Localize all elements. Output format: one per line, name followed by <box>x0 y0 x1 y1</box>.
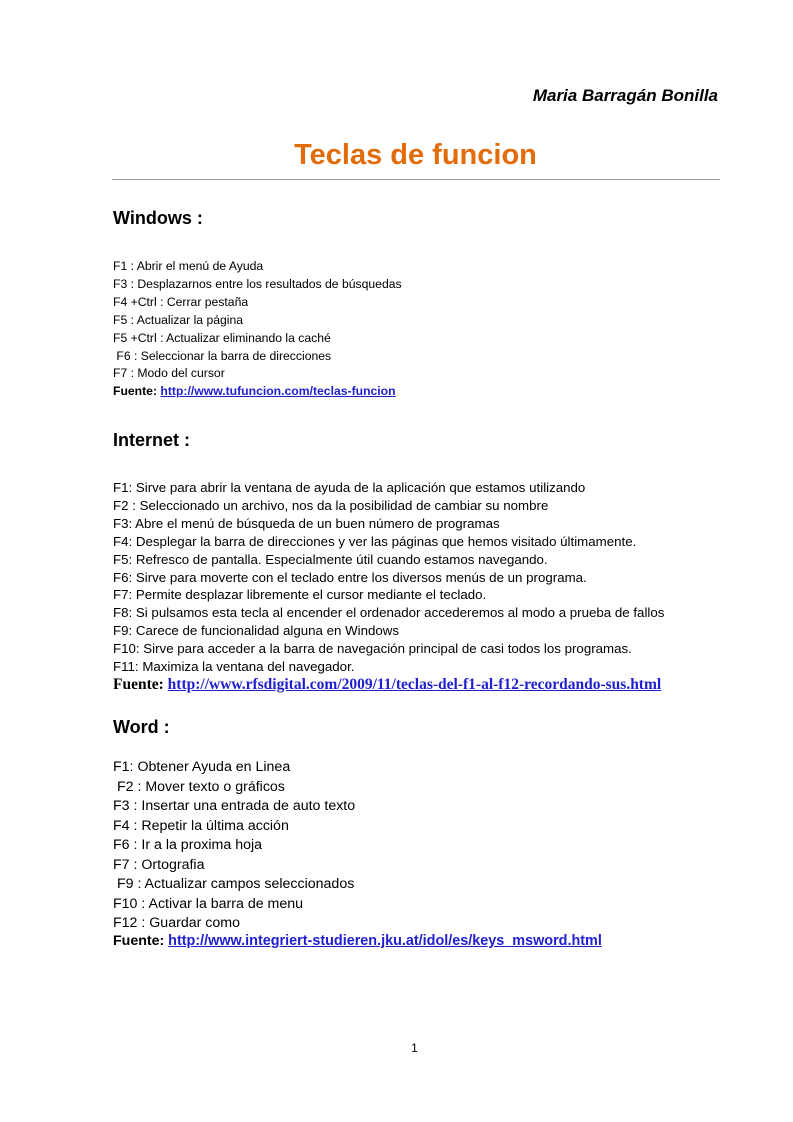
list-item: F1: Obtener Ayuda en Linea <box>113 759 291 775</box>
list-item: F6 : Seleccionar la barra de direcciones <box>113 348 332 363</box>
word-shortcut-list <box>113 758 355 934</box>
list-item: F12 : Guardar como <box>113 915 240 931</box>
list-item: F2 : Seleccionado un archivo, nos da la posibilidad de cambiar su nombre <box>113 497 549 513</box>
list-item: F2 : Mover texto o gráficos <box>113 778 285 795</box>
list-item: F7 : Modo del cursor <box>113 366 225 381</box>
windows-shortcut-list <box>113 258 402 383</box>
page-title: Teclas de funcion <box>294 139 537 171</box>
list-item: F5 +Ctrl : Actualizar eliminando la caché <box>113 330 331 345</box>
list-item: F10 : Activar la barra de menu <box>113 895 304 912</box>
list-item: F1: Sirve para abrir la ventana de ayuda de la aplicación que estamos utilizando <box>113 480 586 495</box>
windows-source-link[interactable]: http://www.tufuncion.com/teclas-funcion <box>160 384 396 398</box>
title-divider <box>112 179 720 180</box>
internet-source <box>113 676 661 694</box>
list-item: F3 : Insertar una entrada de auto texto <box>113 798 356 814</box>
list-item: F3 : Desplazarnos entre los resultados de búsquedas <box>113 276 402 291</box>
list-item: F1 : Abrir el menú de Ayuda <box>113 259 264 273</box>
internet-shortcut-list <box>113 479 664 676</box>
list-item: F8: Si pulsamos esta tecla al encender el ordenador accederemos al modo a prueba de fallos <box>113 605 665 621</box>
author-name: Maria Barragán Bonilla <box>532 86 718 105</box>
source-label: Fuente: <box>113 676 168 693</box>
windows-source <box>113 384 396 398</box>
list-item: F7: Permite desplazar libremente el cursor mediante el teclado. <box>113 587 487 603</box>
source-label: Fuente: <box>113 384 161 398</box>
section-heading-word: Word : <box>113 717 170 737</box>
list-item: F4 : Repetir la última acción <box>113 817 289 834</box>
internet-source-link[interactable]: http://www.rfsdigital.com/2009/11/teclas-del-f1-al-f12-recordando-sus.html <box>167 676 662 693</box>
list-item: F9 : Actualizar campos seleccionados <box>113 876 355 892</box>
page-number: 1 <box>411 1041 418 1055</box>
list-item: F5 : Actualizar la página <box>113 312 244 327</box>
list-item: F11: Maximiza la ventana del navegador. <box>113 659 355 675</box>
source-label: Fuente: <box>113 933 169 949</box>
list-item: F7 : Ortografia <box>113 856 205 873</box>
list-item: F6: Sirve para moverte con el teclado entre los diversos menús de un programa. <box>113 569 587 585</box>
word-source-link[interactable]: http://www.integriert-studieren.jku.at/idol/es/keys_msword.html <box>168 933 602 949</box>
list-item: F9: Carece de funcionalidad alguna en Windows <box>113 623 400 639</box>
list-item: F4 +Ctrl : Cerrar pestaña <box>113 294 249 309</box>
word-source <box>113 933 602 949</box>
section-heading-internet: Internet : <box>113 430 191 450</box>
list-item: F5: Refresco de pantalla. Especialmente útil cuando estamos navegando. <box>113 551 548 567</box>
list-item: F4: Desplegar la barra de direcciones y ver las páginas que hemos visitado últimamente. <box>113 533 637 549</box>
list-item: F6 : Ir a la proxima hoja <box>113 837 263 853</box>
section-heading-windows: Windows : <box>113 208 203 228</box>
list-item: F3: Abre el menú de búsqueda de un buen número de programas <box>113 515 500 531</box>
list-item: F10: Sirve para acceder a la barra de navegación principal de casi todos los programas. <box>113 641 632 657</box>
